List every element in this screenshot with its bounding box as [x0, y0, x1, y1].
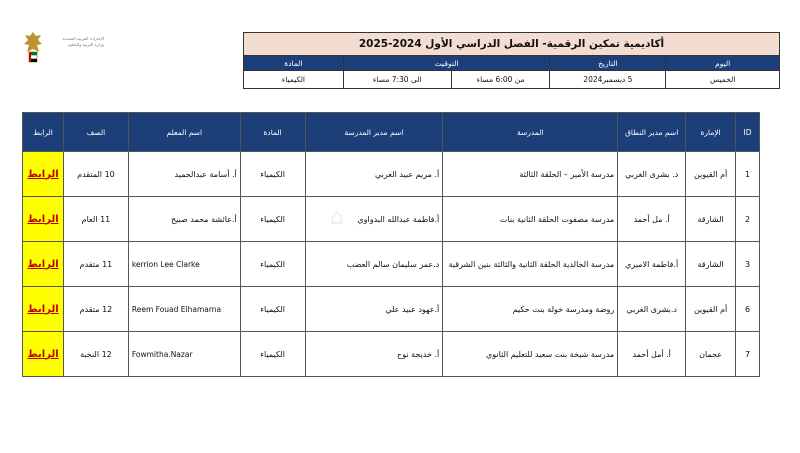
link-anchor[interactable]: الرابط: [27, 213, 59, 225]
cell-emirate: الشارقة: [686, 197, 736, 242]
cell-teacher: Reem Fouad Elhamarna: [128, 287, 240, 332]
link-anchor[interactable]: الرابط: [27, 348, 59, 360]
cell-subject: الكيمياء: [240, 197, 305, 242]
link-anchor[interactable]: الرابط: [27, 258, 59, 270]
subject-value: الكيمياء: [244, 71, 344, 89]
falcon-emblem-icon: [22, 30, 44, 66]
cell-subject: الكيمياء: [240, 332, 305, 377]
cell-id: 2: [736, 197, 760, 242]
cell-link: [23, 152, 64, 197]
cell-teacher: Fowmitha.Nazar: [128, 332, 240, 377]
cell-subject: الكيمياء: [240, 242, 305, 287]
date-value: 5 ديسمبر2024: [550, 71, 666, 89]
cell-link: [23, 332, 64, 377]
page-title: أكاديمية تمكين الرقمية- الفصل الدراسي الأول 2024-2025: [244, 33, 780, 56]
cell-principal: أ. خديجة نوح: [305, 332, 443, 377]
schedule-table: [22, 112, 760, 377]
cell-grade: 11 العام: [64, 197, 129, 242]
day-label: اليوم: [666, 56, 780, 71]
col-header-link: الرابط: [23, 113, 64, 152]
col-header-subject: المادة: [240, 113, 305, 152]
cell-zone-manager: أ.فاطمة الاميري: [618, 242, 686, 287]
cell-grade: 12 النخبة: [64, 332, 129, 377]
cell-principal: أ. مريم عبيد الغربي: [305, 152, 443, 197]
cell-emirate: الشارقة: [686, 242, 736, 287]
col-header-zone-manager: اسم مدير النطاق: [618, 113, 686, 152]
cell-school: روضة ومدرسة خولة بنت حكيم: [443, 287, 618, 332]
day-value: الخميس: [666, 71, 780, 89]
cell-school: مدرسة الخالدية الحلقة الثانية والثالثة بنين الشرقية: [443, 242, 618, 287]
cell-id: 3: [736, 242, 760, 287]
ministry-line-education: وزارة التربية والتعليم: [68, 42, 104, 47]
cell-zone-manager: د.بشرى الغربي: [618, 287, 686, 332]
date-label: التاريخ: [550, 56, 666, 71]
cell-link: [23, 242, 64, 287]
cell-grade: 11 متقدم: [64, 242, 129, 287]
col-header-principal: اسم مدير المدرسة: [305, 113, 443, 152]
cell-school: مدرسة شيخة بنت سعيد للتعليم الثانوي: [443, 332, 618, 377]
cell-emirate: أم القيوين: [686, 152, 736, 197]
cell-teacher: kerrion Lee Clarke: [128, 242, 240, 287]
ministry-line-country: الإمارات العربية المتحدة: [62, 36, 104, 41]
cell-link: [23, 287, 64, 332]
cell-grade: 12 متقدم: [64, 287, 129, 332]
col-header-school: المدرسة: [443, 113, 618, 152]
col-header-id: ID: [736, 113, 760, 152]
table-row: [23, 197, 760, 242]
cell-school: مدرسة الأمير – الحلقة الثالثة: [443, 152, 618, 197]
cell-subject: الكيمياء: [240, 152, 305, 197]
table-row: [23, 242, 760, 287]
cell-zone-manager: د. بشرى الغربي: [618, 152, 686, 197]
table-row: [23, 332, 760, 377]
ministry-name: [46, 36, 104, 48]
cell-link: [23, 197, 64, 242]
link-anchor[interactable]: الرابط: [27, 168, 59, 180]
cell-teacher: أ.عائشة محمد صبيح: [128, 197, 240, 242]
cell-grade: 10 المتقدم: [64, 152, 129, 197]
time-from-value: من 6:00 مساء: [451, 71, 550, 89]
watermark: ⌂: [330, 205, 344, 230]
time-to-value: الى 7:30 مساء: [343, 71, 451, 89]
table-row: [23, 152, 760, 197]
subject-label: المادة: [244, 56, 344, 71]
col-header-grade: الصف: [64, 113, 129, 152]
cell-subject: الكيمياء: [240, 287, 305, 332]
session-info-table: [243, 32, 780, 89]
cell-id: 7: [736, 332, 760, 377]
cell-id: 1: [736, 152, 760, 197]
cell-zone-manager: أ. أمل أحمد: [618, 332, 686, 377]
cell-principal: أ.عهود عبيد علي: [305, 287, 443, 332]
cell-principal: د.عمر سليمان سالم العضب: [305, 242, 443, 287]
cell-principal: أ.فاطمة عبدالله البدواوي: [305, 197, 443, 242]
cell-emirate: أم القيوين: [686, 287, 736, 332]
cell-teacher: أ. أسامة عبدالحميد: [128, 152, 240, 197]
uae-emblem: [22, 30, 102, 72]
cell-zone-manager: أ. مل أحمد: [618, 197, 686, 242]
cell-school: مدرسة مصفوت الحلقة الثانية بنات: [443, 197, 618, 242]
col-header-emirate: الإمارة: [686, 113, 736, 152]
cell-id: 6: [736, 287, 760, 332]
link-anchor[interactable]: الرابط: [27, 303, 59, 315]
cell-emirate: عجمان: [686, 332, 736, 377]
table-header-row: [23, 113, 760, 152]
time-label: التوقيت: [343, 56, 550, 71]
col-header-teacher: اسم المعلم: [128, 113, 240, 152]
table-row: [23, 287, 760, 332]
